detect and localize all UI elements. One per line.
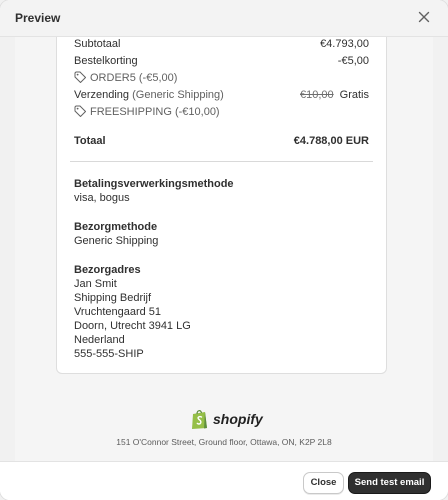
discount-code-row [74, 71, 369, 84]
shipping-value: Gratis [339, 89, 369, 101]
discount-code: ORDER5 (-€5,00) [90, 72, 178, 84]
tag-icon [74, 71, 86, 83]
close-button[interactable]: Close [303, 472, 344, 494]
close-icon[interactable] [415, 8, 433, 26]
modal-title: Preview [15, 11, 61, 25]
delivery-heading: Bezorgmethode [74, 221, 158, 233]
address-line: 555-555-SHIP [74, 348, 144, 360]
send-test-email-button[interactable]: Send test email [348, 472, 431, 494]
discount-row [74, 55, 369, 67]
discount-label: Bestelkorting [74, 55, 138, 67]
tag-icon [74, 105, 86, 117]
subtotal-row [74, 38, 369, 50]
modal-header [0, 0, 448, 37]
shopify-logo [191, 408, 263, 430]
shipping-row [74, 89, 369, 101]
address-line: Jan Smit [74, 278, 117, 290]
shipping-label: Verzending [74, 89, 130, 101]
address-heading: Bezorgadres [74, 264, 141, 276]
payment-heading: Betalingsverwerkingsmethode [74, 178, 234, 190]
shipping-code: FREESHIPPING (-€10,00) [90, 106, 220, 118]
shipping-code-row [74, 105, 369, 118]
total-row [74, 135, 369, 147]
address-line: Doorn, Utrecht 3941 LG [74, 320, 191, 332]
shopify-wordmark: shopify [213, 411, 263, 427]
email-preview[interactable] [0, 37, 448, 461]
payment-value: visa, bogus [74, 192, 130, 204]
shipping-original-price: €10,00 [300, 89, 334, 101]
shopify-bag-icon [191, 408, 209, 430]
shipping-method: (Generic Shipping) [132, 89, 224, 101]
total-label: Totaal [74, 135, 106, 147]
modal-footer [0, 461, 448, 500]
order-summary-card [56, 37, 387, 374]
email-canvas [15, 37, 433, 461]
store-address: 151 O'Connor Street, Ground floor, Ottawa, ON, K2P 2L8 [116, 437, 332, 447]
divider [70, 161, 373, 162]
subtotal-label: Subtotaal [74, 38, 121, 50]
address-line: Shipping Bedrijf [74, 292, 152, 304]
address-line: Vruchtengaard 51 [74, 306, 162, 318]
total-value: €4.788,00 EUR [293, 135, 369, 147]
address-line: Nederland [74, 334, 125, 346]
subtotal-value: €4.793,00 [320, 38, 369, 50]
delivery-value: Generic Shipping [74, 235, 159, 247]
discount-value: -€5,00 [337, 55, 369, 67]
